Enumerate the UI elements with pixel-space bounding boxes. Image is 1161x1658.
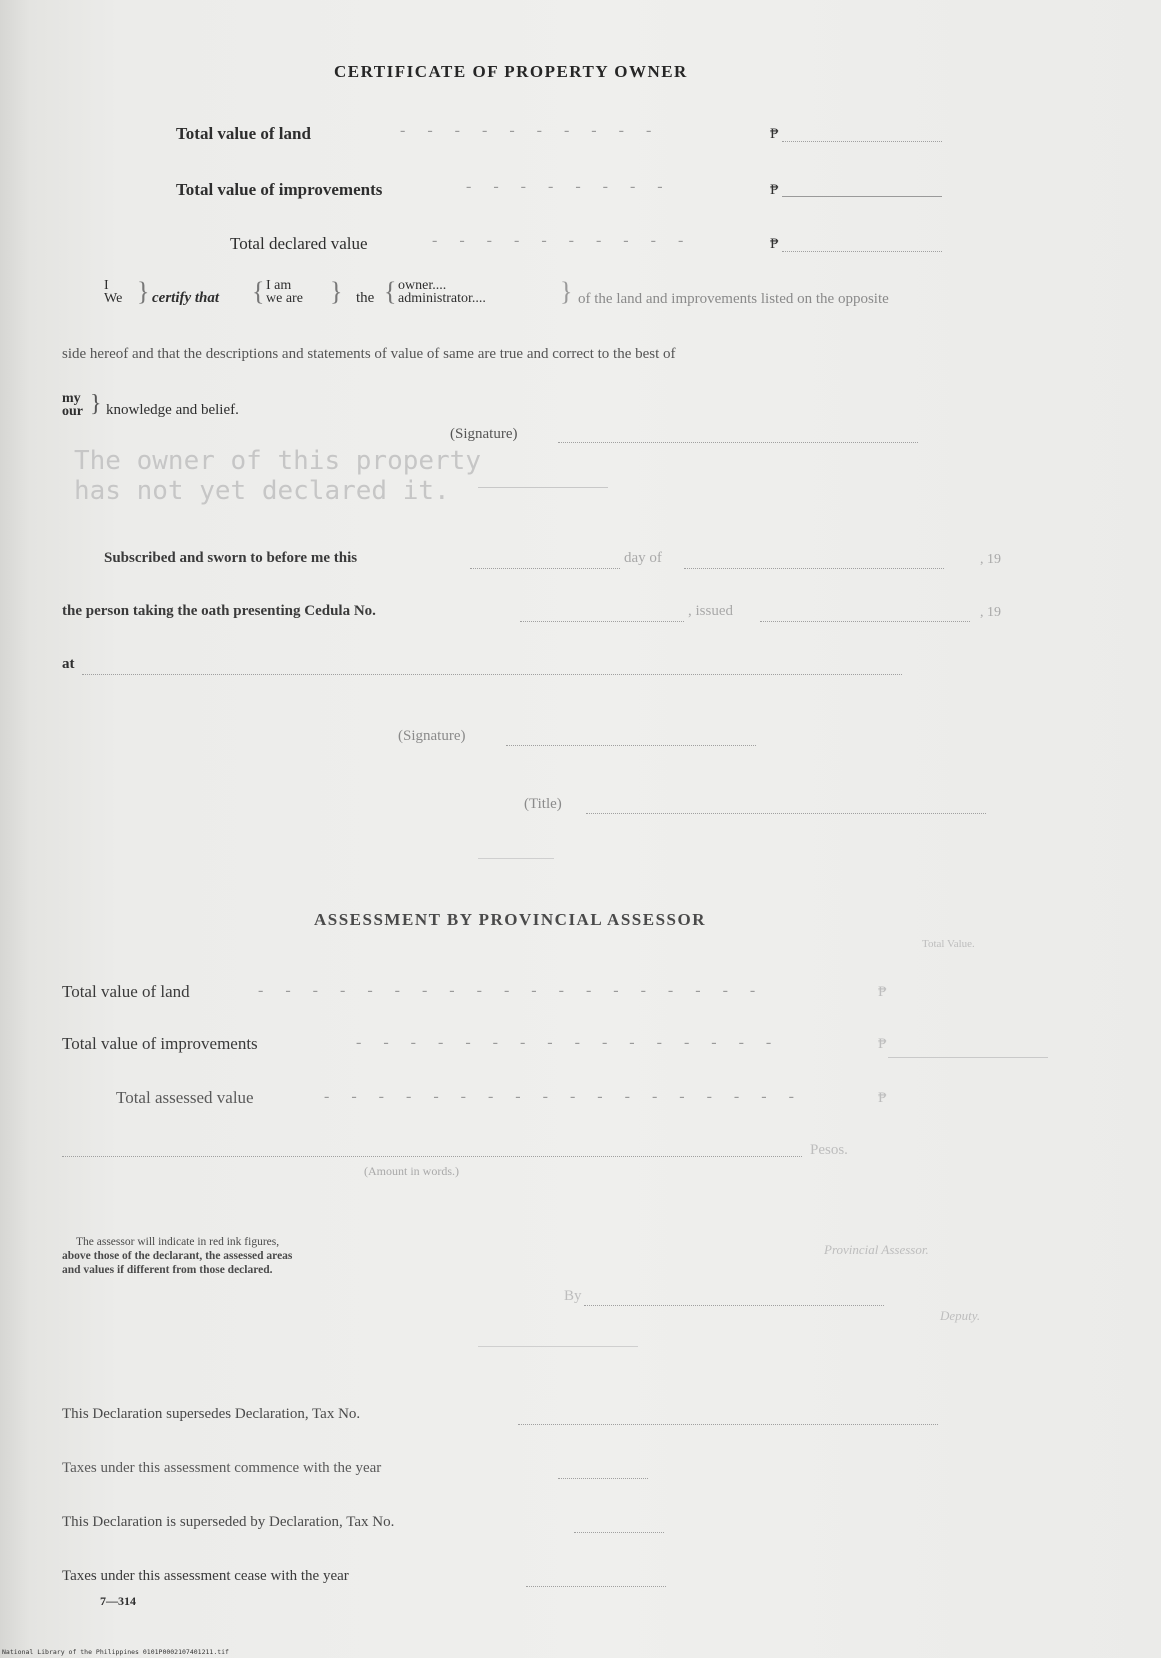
cert-improvements-leader: - - - - - - - - xyxy=(466,178,672,195)
deputy-signature-line xyxy=(584,1291,884,1306)
cert-improvements-value-line xyxy=(782,196,942,197)
superseded-by-label: This Declaration is superseded by Declaration, Tax No. xyxy=(62,1514,395,1530)
officer-signature-line xyxy=(506,731,756,746)
cert-land-peso: ₱ xyxy=(770,126,779,142)
verb-we-are: we are xyxy=(266,291,303,306)
cert-land-label: Total value of land xyxy=(176,124,311,143)
owner-signature-line xyxy=(558,428,918,443)
certificate-heading: CERTIFICATE OF PROPERTY OWNER xyxy=(334,62,688,81)
brace-3: } xyxy=(330,277,343,306)
supersedes-line xyxy=(518,1410,938,1425)
brace-2: { xyxy=(252,277,265,306)
commence-line xyxy=(558,1464,648,1479)
cedula-number-line xyxy=(520,607,684,622)
assess-land-label: Total value of land xyxy=(62,982,190,1001)
superseded-by-line xyxy=(574,1518,664,1533)
cert-declared-leader: - - - - - - - - - - xyxy=(432,232,693,249)
oath-day-of: day of xyxy=(624,550,662,566)
statement-line-1: of the land and improvements listed on the opposite xyxy=(578,291,889,307)
oath-line-2-start: the person taking the oath presenting Cedula No. xyxy=(62,603,376,619)
pronoun-choice xyxy=(104,279,122,305)
typed-underline xyxy=(478,487,608,488)
archive-footer: National Library of the Philippines 0101P0002107401211.tif xyxy=(2,1648,229,1656)
brace-4: { xyxy=(384,277,397,306)
possessive-our: our xyxy=(62,404,83,419)
owner-signature-label: (Signature) xyxy=(450,426,518,442)
cease-line xyxy=(526,1572,666,1587)
oath-at: at xyxy=(62,656,75,672)
by-label: By xyxy=(564,1288,582,1304)
assess-improvements-value-line xyxy=(888,1057,1048,1058)
statement-line-2: side hereof and that the descriptions and statements of value of same are true and correct to the best of xyxy=(62,346,676,362)
deputy-label: Deputy. xyxy=(940,1308,981,1323)
oath-issued: , issued xyxy=(688,603,733,619)
assess-improvements-label: Total value of improvements xyxy=(62,1034,258,1053)
statement-end: knowledge and belief. xyxy=(106,402,239,418)
possessive-my: my xyxy=(62,391,81,406)
pronoun-we: We xyxy=(104,291,123,306)
brace-5: } xyxy=(560,277,573,306)
assess-land-leader: - - - - - - - - - - - - - - - - - - - xyxy=(258,982,765,999)
possessive-choice xyxy=(62,392,83,418)
commence-label: Taxes under this assessment commence with the year xyxy=(62,1460,382,1476)
issued-line xyxy=(760,607,970,622)
role-choice xyxy=(398,279,486,305)
instruction-line-2: above those of the declarant, the assessed areas xyxy=(62,1250,293,1262)
provincial-assessor-label: Provincial Assessor. xyxy=(824,1242,929,1257)
officer-title-label: (Title) xyxy=(524,796,562,812)
assessment-heading: ASSESSMENT BY PROVINCIAL ASSESSOR xyxy=(314,910,706,929)
supersedes-label: This Declaration supersedes Declaration, Tax No. xyxy=(62,1406,361,1422)
amount-in-words-line xyxy=(62,1142,802,1157)
amount-pesos-label: Pesos. xyxy=(810,1142,848,1158)
cert-declared-label: Total declared value xyxy=(230,234,368,253)
officer-signature-label: (Signature) xyxy=(398,728,466,744)
pronoun-i: I xyxy=(104,278,109,293)
typed-note-line-2: has not yet declared it. xyxy=(74,476,450,506)
assess-improvements-peso: ₱ xyxy=(878,1036,887,1052)
assess-land-peso: ₱ xyxy=(878,984,887,1000)
the-text: the xyxy=(356,290,375,306)
assess-improvements-leader: - - - - - - - - - - - - - - - - xyxy=(356,1034,781,1051)
amount-in-words-caption: (Amount in words.) xyxy=(364,1164,459,1178)
form-number: 7—314 xyxy=(100,1594,136,1608)
cease-label: Taxes under this assessment cease with the year xyxy=(62,1568,349,1584)
oath-line-1-start: Subscribed and sworn to before me this xyxy=(104,550,358,566)
verb-choice xyxy=(266,279,303,305)
instruction-line-1: The assessor will indicate in red ink figures, xyxy=(76,1236,280,1248)
assess-total-leader: - - - - - - - - - - - - - - - - - - xyxy=(324,1088,803,1105)
oath-month-line xyxy=(684,554,944,569)
oath-at-line xyxy=(82,660,902,675)
oath-day-line xyxy=(470,554,620,569)
section-divider-2 xyxy=(478,1346,638,1347)
typed-note-line-1: The owner of this property xyxy=(74,446,481,476)
cert-land-leader: - - - - - - - - - - xyxy=(400,122,661,139)
assess-total-label: Total assessed value xyxy=(116,1088,254,1107)
verb-i-am: I am xyxy=(266,278,292,293)
role-owner: owner.... xyxy=(398,278,447,293)
instruction-line-3: and values if different from those declared. xyxy=(62,1264,273,1276)
cert-declared-value-line xyxy=(782,237,942,252)
cert-declared-peso: ₱ xyxy=(770,236,779,252)
brace-1: } xyxy=(137,277,150,306)
section-divider-1 xyxy=(478,858,554,859)
brace-6: } xyxy=(90,391,102,417)
cert-land-value-line xyxy=(782,127,942,142)
certify-text: certify that xyxy=(152,290,220,306)
oath-year-2: , 19 xyxy=(980,605,1001,620)
cert-improvements-label: Total value of improvements xyxy=(176,180,383,199)
assess-total-peso: ₱ xyxy=(878,1090,887,1106)
role-administrator: administrator.... xyxy=(398,291,486,306)
officer-title-line xyxy=(586,799,986,814)
total-value-column-header: Total Value. xyxy=(922,938,975,950)
cert-improvements-peso: ₱ xyxy=(770,182,779,198)
oath-year-1: , 19 xyxy=(980,552,1001,567)
